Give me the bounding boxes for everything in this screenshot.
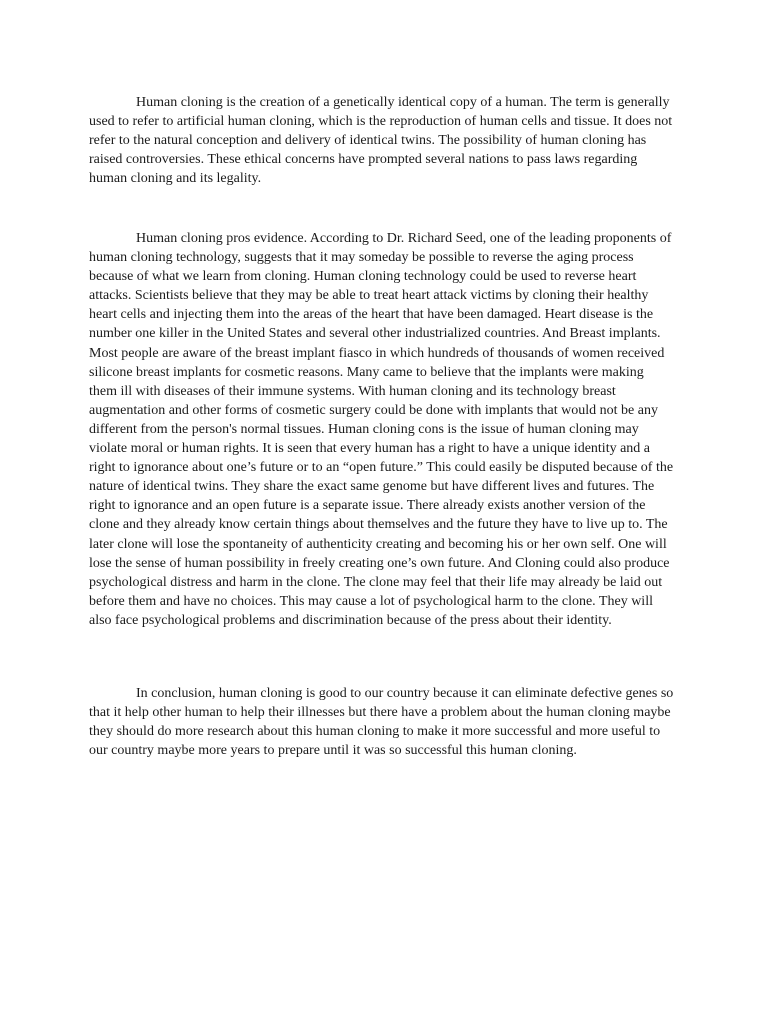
paragraph-conclusion: In conclusion, human cloning is good to our country because it can eliminate defective genes so that it help other human to help their illnesses but there have a problem about the human cloning maybe they should do more research about this human cloning to make it more successful and more useful to our country maybe more years to prepare until it was so successful this human cloning. <box>89 686 674 759</box>
paragraph-pros-and-cons: Human cloning pros evidence. According to Dr. Richard Seed, one of the leading proponents of human cloning technology, suggests that it may someday be possible to reverse the aging process because of what we learn from cloning. Human cloning technology could be used to reverse heart attacks. Scientists believe that they may be able to treat heart attack victims by cloning their healthy heart cells and injecting them into the areas of the heart that have been damaged. Heart disease is the number one killer in the United States and several other industrialized countries. And Breast implants. Most people are aware of the breast implant fiasco in which hundreds of thousands of women received silicone breast implants for cosmetic reasons. Many came to believe that the implants were making them ill with diseases of their immune systems. With human cloning and its technology breast augmentation and other forms of cosmetic surgery could be done with implants that would not be any different from the person's normal tissues. Human cloning cons is the issue of human cloning may violate moral or human rights. It is seen that every human has a right to have a unique identity and a right to ignorance about one’s future or to an “open future.” This could easily be disputed because of the nature of identical twins. They share the exact same genome but have different lives and futures. The right to ignorance and an open future is a separate issue. There already exists another version of the clone and they already know certain things about themselves and the future they have to live up to. The later clone will lose the spontaneity of authenticity creating and becoming his or her own self. One will lose the sense of human possibility in freely creating one’s own future. And Cloning could also produce psychological distress and harm in the clone. The clone may feel that their life may already be laid out before them and have no choices. This may cause a lot of psychological harm to the clone. They will also face psychological problems and discrimination because of the press about their identity. <box>89 231 674 628</box>
paragraph-introduction: Human cloning is the creation of a genetically identical copy of a human. The term is generally used to refer to artificial human cloning, which is the reproduction of human cells and tissue. It does not refer to the natural conception and delivery of identical twins. The possibility of human cloning has raised controversies. These ethical concerns have prompted several nations to pass laws regarding human cloning and its legality. <box>89 95 673 187</box>
